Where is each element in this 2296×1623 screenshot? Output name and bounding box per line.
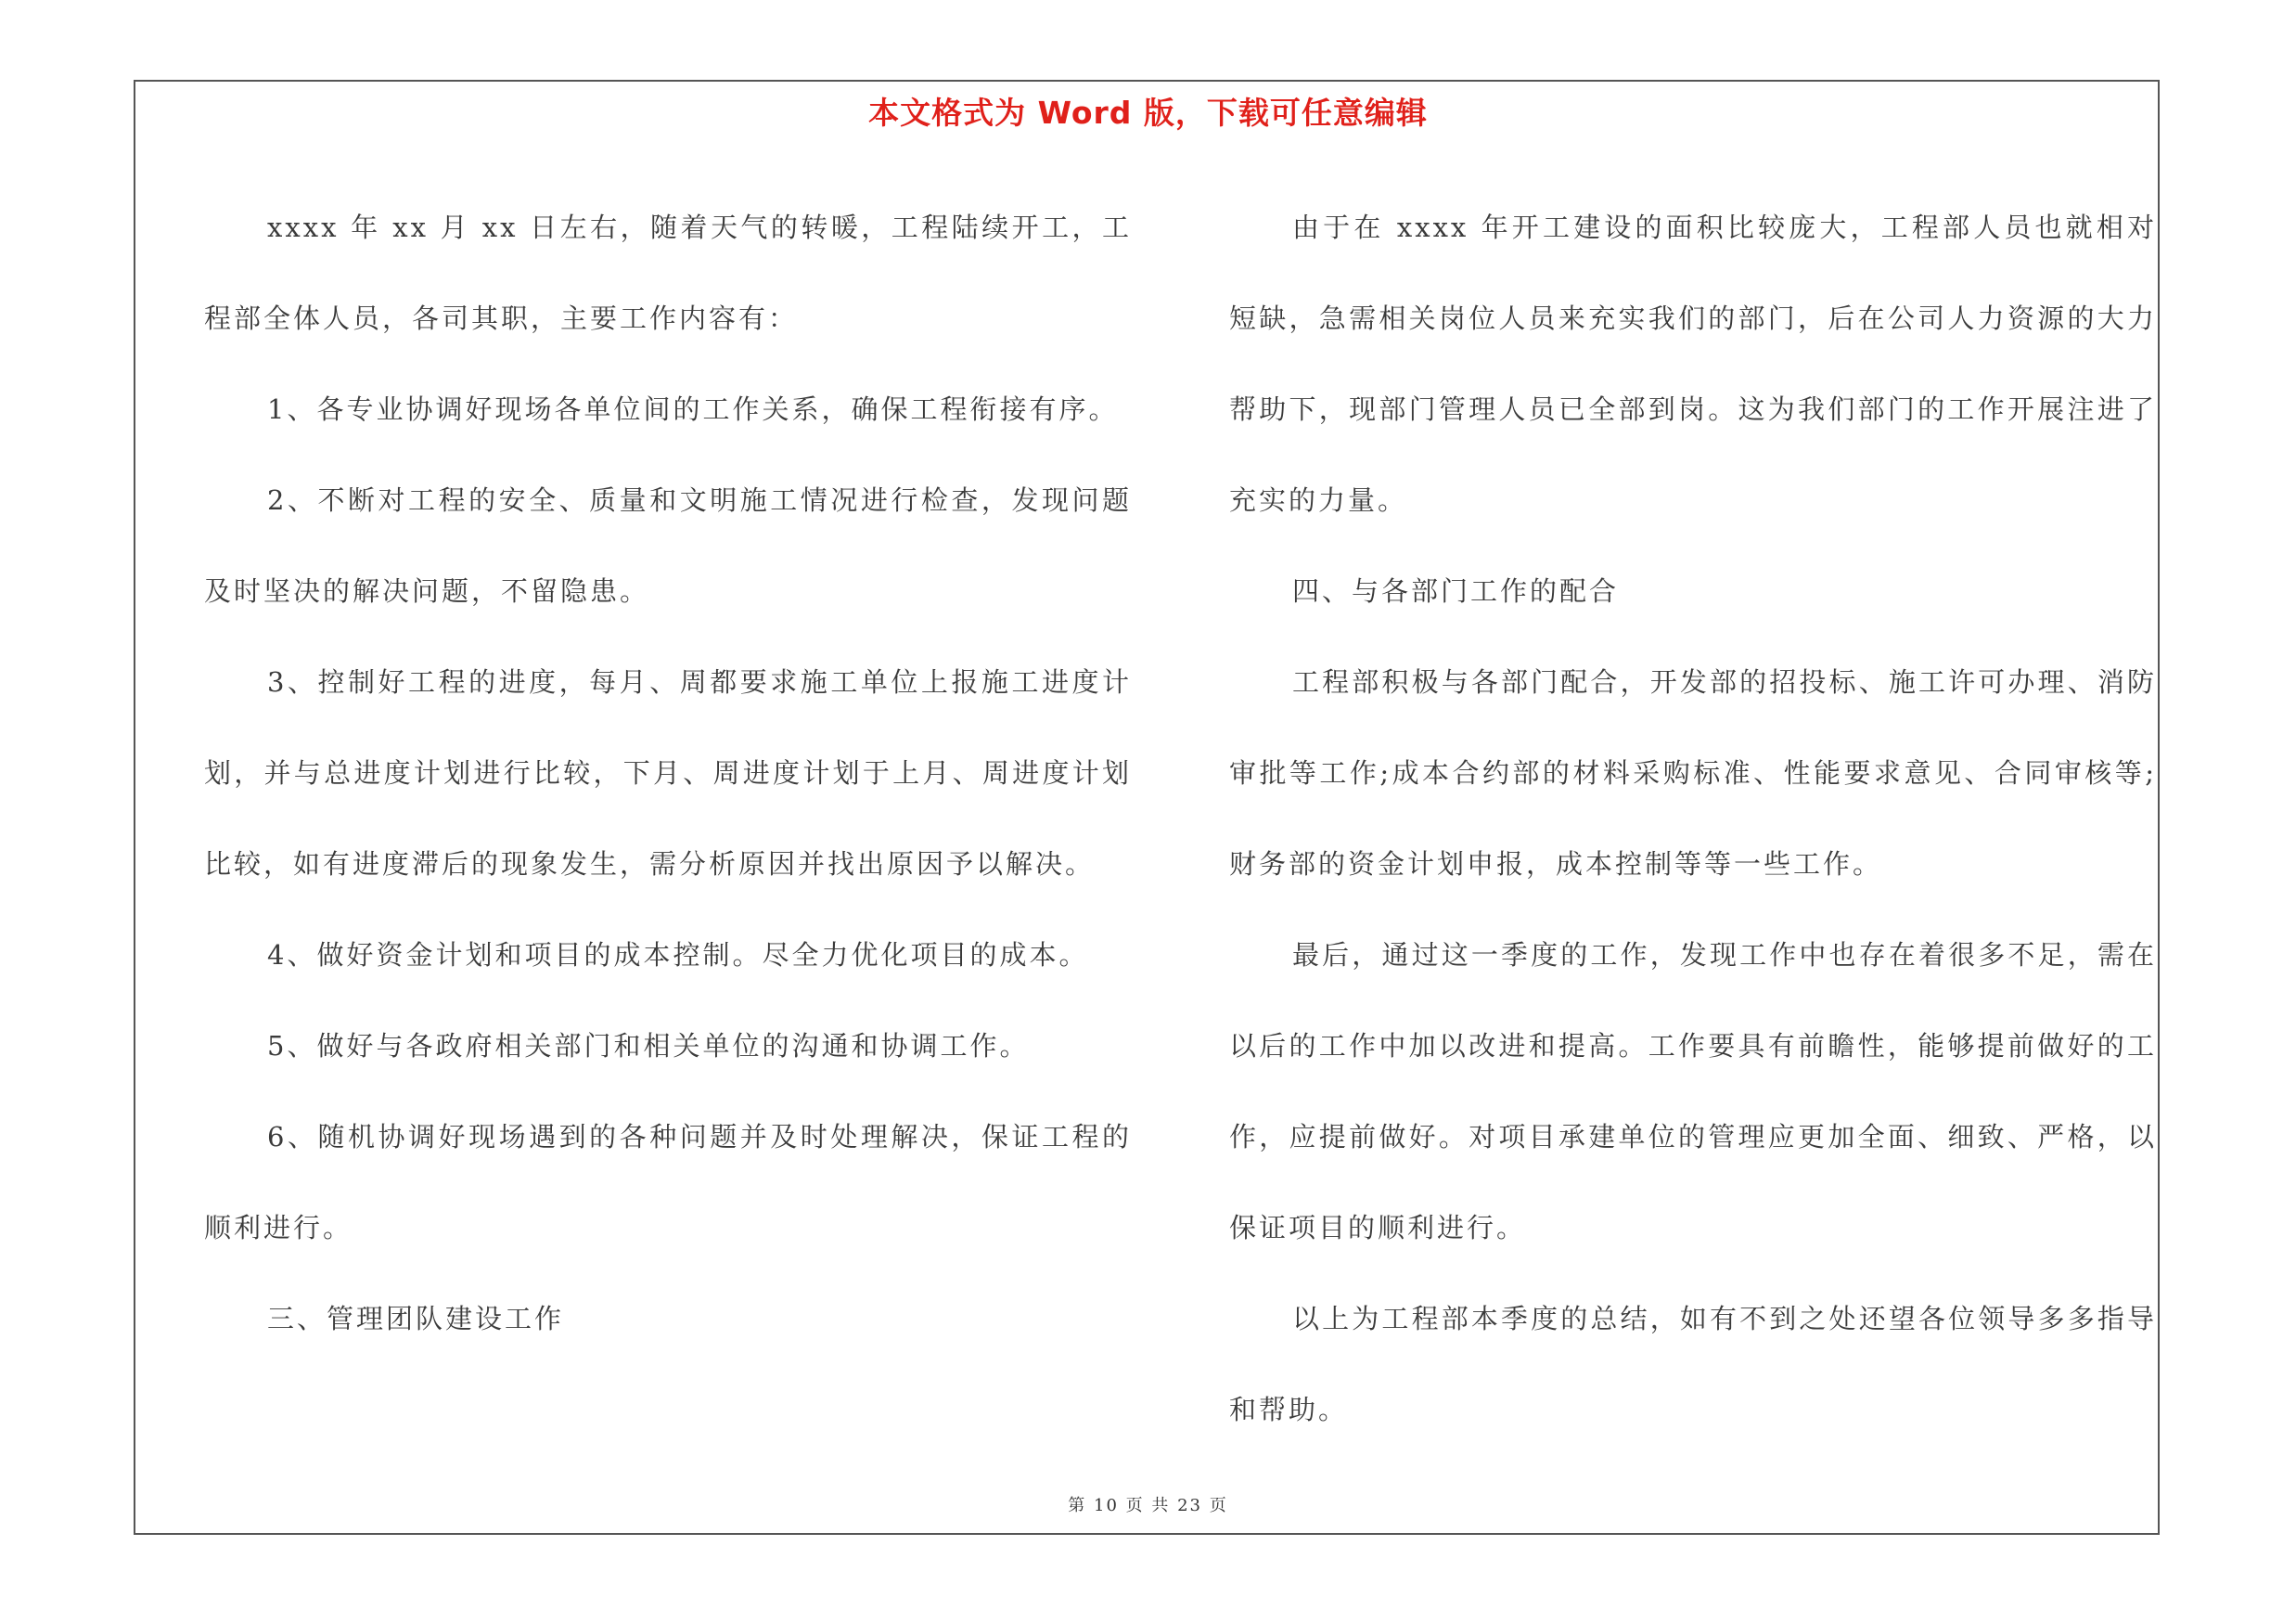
paragraph: 工程部积极与各部门配合，开发部的招投标、施工许可办理、消防审批等工作;成本合约部的材料采购标准、性能要求意见、合同审核等;财务部的资金计划申报，成本控制等等一些工作。 <box>1229 666 2157 880</box>
left-column <box>204 182 1132 1364</box>
paragraph: 6、随机协调好现场遇到的各种问题并及时处理解决，保证工程的顺利进行。 <box>204 1121 1132 1243</box>
format-banner: 本文格式为 Word 版，下载可任意编辑 <box>868 95 1428 131</box>
paragraph: 3、控制好工程的进度，每月、周都要求施工单位上报施工进度计划，并与总进度计划进行比较，下月、周进度计划于上月、周进度计划比较，如有进度滞后的现象发生，需分析原因并找出原因予以解决。 <box>204 666 1132 880</box>
paragraph: xxxx 年 xx 月 xx 日左右，随着天气的转暖，工程陆续开工，工程部全体人员，各司其职，主要工作内容有： <box>204 212 1132 334</box>
paragraph: 1、各专业协调好现场各单位间的工作关系，确保工程衔接有序。 <box>267 393 1119 425</box>
section-heading: 四、与各部门工作的配合 <box>1292 575 1620 607</box>
paragraph: 最后，通过这一季度的工作，发现工作中也存在着很多不足，需在以后的工作中加以改进和提高。工作要具有前瞻性，能够提前做好的工作，应提前做好。对项目承建单位的管理应更加全面、细致、严格，以保证项目的顺利进行。 <box>1229 939 2157 1243</box>
paragraph: 4、做好资金计划和项目的成本控制。尽全力优化项目的成本。 <box>267 939 1089 971</box>
page-number: 第 10 页 共 23 页 <box>1068 1496 1228 1515</box>
paragraph: 由于在 xxxx 年开工建设的面积比较庞大，工程部人员也就相对短缺，急需相关岗位人员来充实我们的部门，后在公司人力资源的大力帮助下，现部门管理人员已全部到岗。这为我们部门的工作开展注进了充实的力量。 <box>1229 212 2157 516</box>
paragraph: 以上为工程部本季度的总结，如有不到之处还望各位领导多多指导和帮助。 <box>1229 1303 2157 1425</box>
paragraph: 2、不断对工程的安全、质量和文明施工情况进行检查，发现问题及时坚决的解决问题，不留隐患。 <box>204 484 1132 607</box>
paragraph: 5、做好与各政府相关部门和相关单位的沟通和协调工作。 <box>267 1030 1030 1062</box>
section-heading: 三、管理团队建设工作 <box>267 1303 565 1334</box>
right-column <box>1229 182 2157 1455</box>
